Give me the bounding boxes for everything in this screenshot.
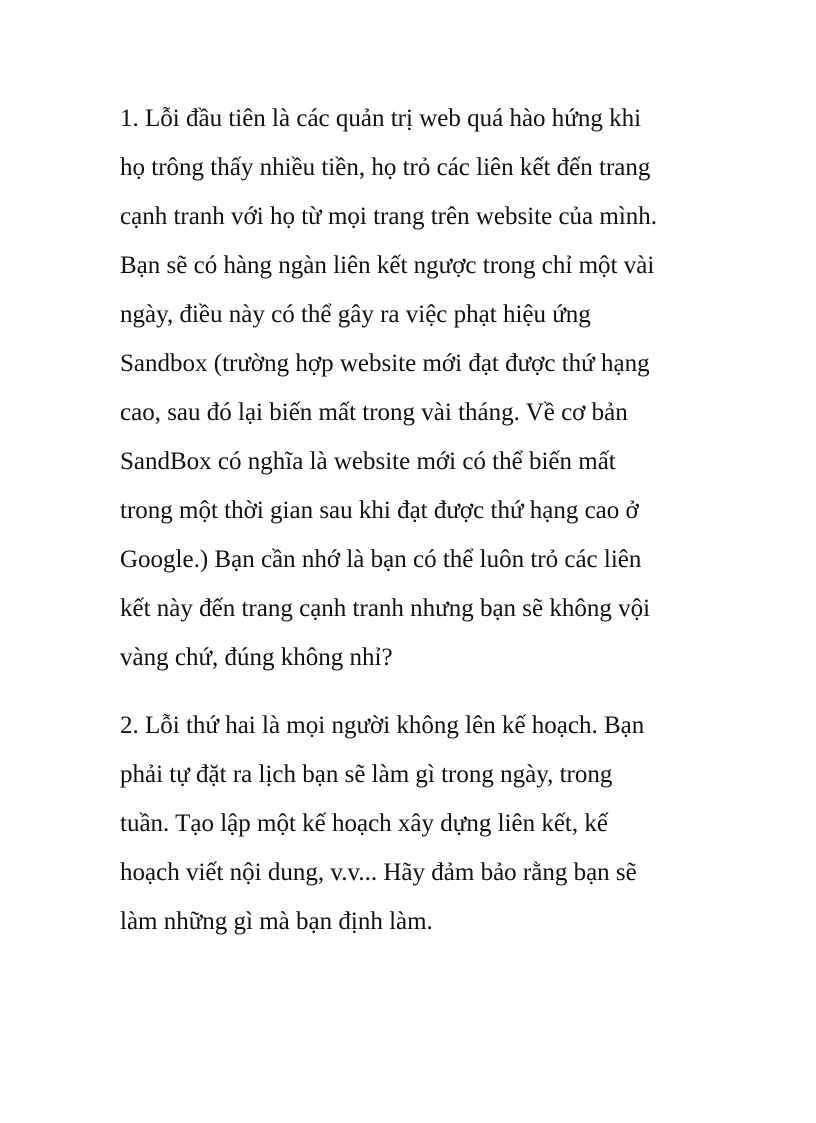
text-line: 2. Lỗi thứ hai là mọi người không lên kế hoạch. Bạn xyxy=(120,712,645,739)
text-line: ngày, điều này có thể gây ra việc phạt hiệu ứng xyxy=(120,301,591,328)
text-line: tuần. Tạo lập một kế hoạch xây dựng liên kết, kế xyxy=(120,810,608,837)
text-line: SandBox có nghĩa là website mới có thể biến mất xyxy=(120,448,616,475)
text-line: Bạn sẽ có hàng ngàn liên kết ngược trong chỉ một vài xyxy=(120,252,655,279)
text-line: Sandbox (trường hợp website mới đạt được thứ hạng xyxy=(120,350,650,377)
text-line: Google.) Bạn cần nhớ là bạn có thể luôn trỏ các liên xyxy=(120,546,642,573)
text-line: trong một thời gian sau khi đạt được thứ hạng cao ở xyxy=(120,497,639,524)
text-line: phải tự đặt ra lịch bạn sẽ làm gì trong ngày, trong xyxy=(120,761,613,788)
text-line: vàng chứ, đúng không nhỉ? xyxy=(120,644,393,671)
text-line: 1. Lỗi đầu tiên là các quản trị web quá hào hứng khi xyxy=(120,105,642,132)
text-line: hoạch viết nội dung, v.v... Hãy đảm bảo rằng bạn sẽ xyxy=(120,859,637,886)
paragraph-mistake-2 xyxy=(120,701,644,946)
paragraph-mistake-1 xyxy=(120,94,657,682)
text-line: kết này đến trang cạnh tranh nhưng bạn sẽ không vội xyxy=(120,595,651,622)
text-line: cao, sau đó lại biến mất trong vài tháng. Về cơ bản xyxy=(120,399,628,426)
text-line: cạnh tranh với họ từ mọi trang trên website của mình. xyxy=(120,203,658,230)
text-line: làm những gì mà bạn định làm. xyxy=(120,908,433,935)
text-line: họ trông thấy nhiều tiền, họ trỏ các liên kết đến trang xyxy=(120,154,651,181)
